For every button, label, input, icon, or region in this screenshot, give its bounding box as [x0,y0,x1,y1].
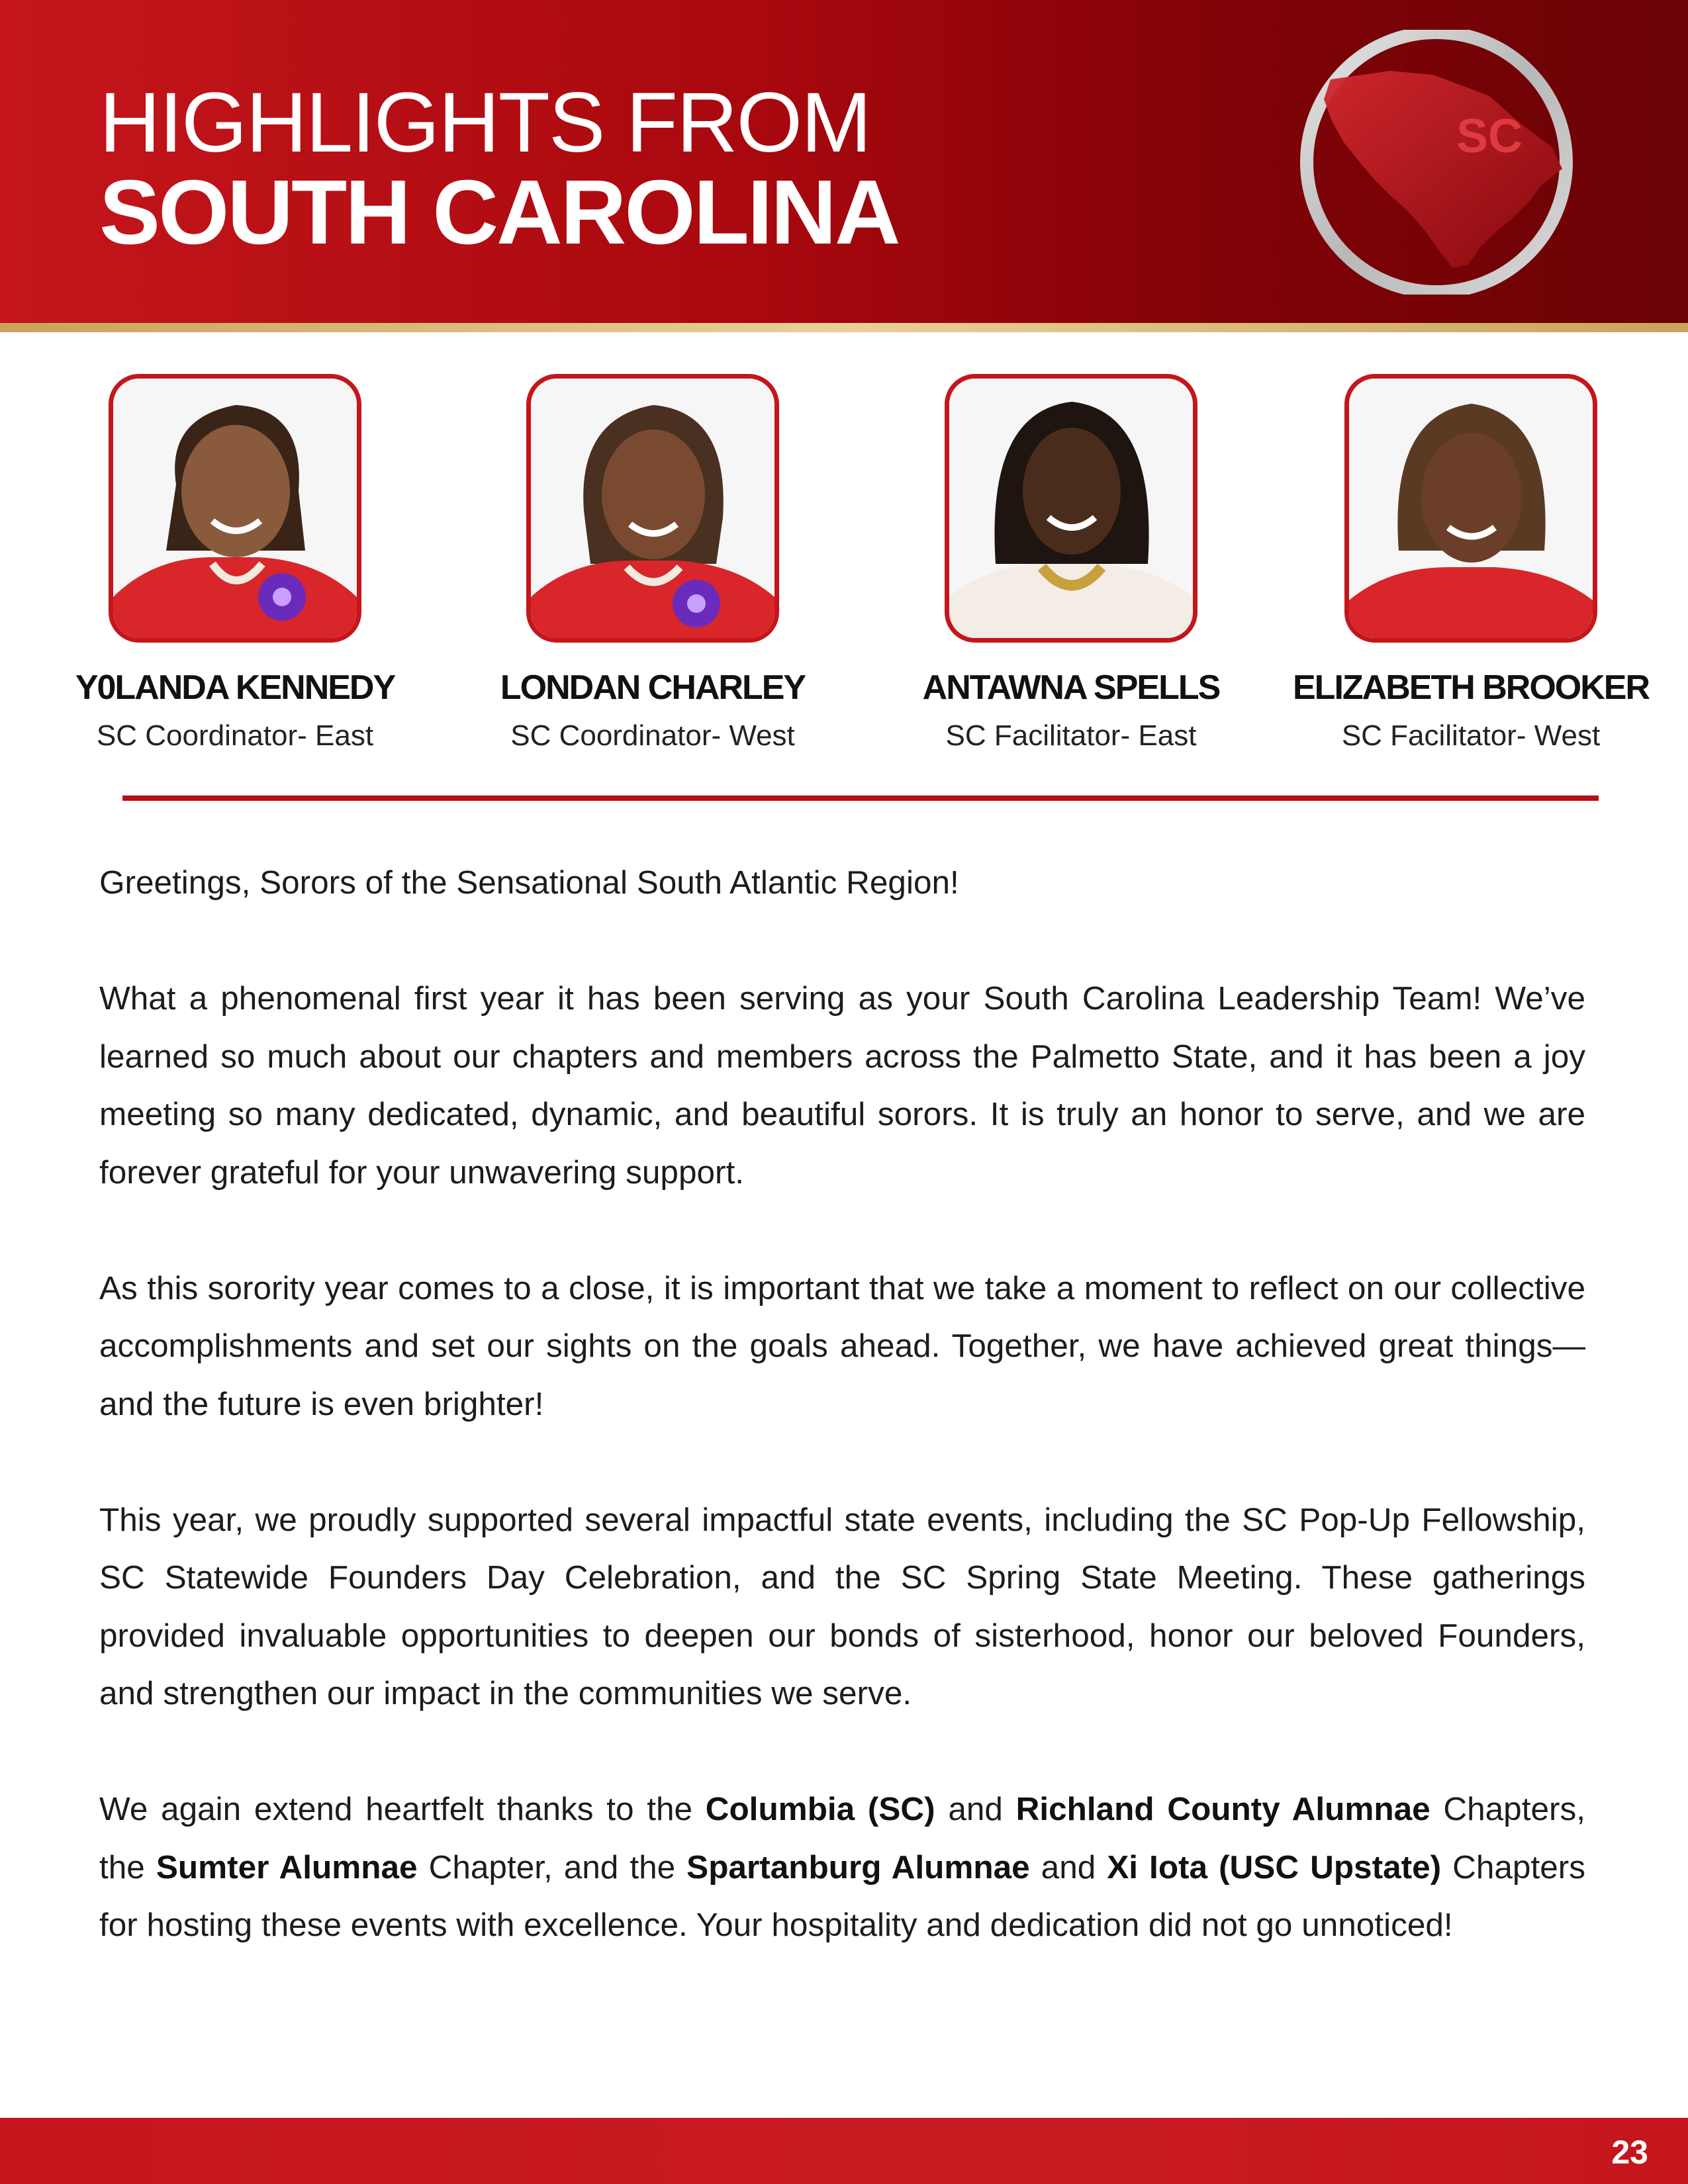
portrait-photo [945,374,1197,643]
member-role: SC Facilitator- West [1341,719,1601,752]
letter-body [99,854,1585,2012]
team-member-4 [1272,374,1669,752]
section-divider [122,796,1599,801]
member-name: ANTAWNA SPELLS [922,668,1220,707]
portrait-photo [1344,374,1597,643]
footer-bar [0,2118,1688,2184]
text-run: Chapter, and the [417,1848,687,1886]
page-title: SOUTH CAROLINA [99,161,899,263]
chapter-name: Sumter Alumnae [156,1848,418,1886]
member-role: SC Facilitator- East [945,719,1197,752]
paragraph-1: What a phenomenal first year it has been serving as your South Carolina Leadership Team! We’ve learned so much about our chapters and members across the Palmetto State, and it has been a joy meeting so many dedicated, dynamic, and beautiful sorors. It is truly an honor to serve, and we are forever grateful for your unwavering support. [99,980,1585,1191]
member-name: Y0LANDA KENNEDY [75,668,395,707]
badge-text: SC [1456,110,1523,163]
paragraph-2: As this sorority year comes to a close, it is important that we take a moment to reflect on our collective accomplishments and set our sights on the goals ahead. Together, we have achieved great things—and the future is even brighter! [99,1269,1585,1422]
text-run: Chapters for hosting these events with excellence. Your hospitality and dedication did not go unnoticed! [99,1848,1585,1943]
text-run: Chapters, the [99,1791,1585,1886]
paragraph-3: This year, we proudly supported several impactful state events, including the SC Pop-Up Fellowship, SC Statewide Founders Day Celebration, and the SC Spring State Meeting. These gatherings provided invaluable opportunities to deepen our bonds of sisterhood, honor our beloved Founders, and strengthen our impact in the communities we serve. [99,1501,1585,1711]
chapter-name: Columbia (SC) [705,1791,935,1827]
greeting-paragraph: Greetings, Sorors of the Sensational South Atlantic Region! [99,864,959,901]
paragraph-4 [99,1780,1585,1954]
team-member-2 [454,374,851,752]
text-run: We again extend heartfelt thanks to the [99,1791,706,1827]
team-member-3 [872,374,1270,752]
chapter-name: Xi Iota (USC Upstate) [1107,1848,1442,1886]
member-name: ELIZABETH BROOKER [1293,668,1649,707]
member-role: SC Coordinator- West [510,719,795,752]
portrait-photo [109,374,361,643]
title-line-1: HIGHLIGHTS FROM [99,75,870,170]
header-gold-stripe [0,323,1688,332]
sc-state-badge [1291,30,1582,295]
team-member-1 [36,374,434,752]
text-run: and [935,1791,1016,1827]
member-role: SC Coordinator- East [96,719,374,752]
member-name: LONDAN CHARLEY [500,668,806,707]
portrait-photo [526,374,779,643]
chapter-name: Spartanburg Alumnae [686,1848,1030,1886]
text-run: and [1029,1848,1107,1886]
south-carolina-map-icon [1324,71,1562,268]
page-number: 23 [1611,2134,1648,2171]
chapter-name: Richland County Alumnae [1015,1791,1430,1827]
